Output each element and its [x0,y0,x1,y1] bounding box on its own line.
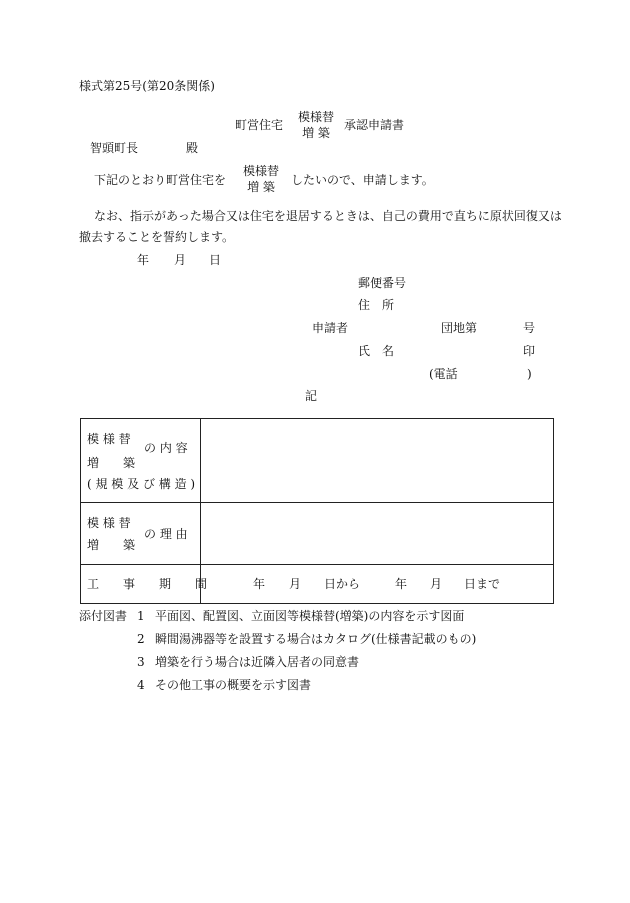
form-number: 様式第25号(第20条関係) [79,79,215,93]
pledge-line1: なお、指示があった場合又は住宅を退居するときは、自己の費用で直ちに原状回復又は [94,209,562,223]
period-to-year: 年 [395,577,408,591]
row-reason-suffix: の 理 由 [144,527,188,541]
title-suffix: 承認申請書 [344,118,405,132]
applicant-label: 申請者 [312,321,349,335]
title-option-remodel: 模様替 [297,110,334,124]
row-content-note: ( 規 模 及 び 構 造 ) [87,477,196,491]
number-suffix: 号 [523,321,536,335]
title-prefix: 町営住宅 [235,118,284,132]
address-label: 住 所 [358,298,395,312]
phone-close: ) [527,367,532,381]
attachment-num: 2 [137,632,145,646]
ki-marker: 記 [305,389,318,403]
intro-options [237,163,285,195]
period-to-month: 月 [430,577,443,591]
attachment-num: 4 [137,678,145,692]
row-content-opt-extension: 増 築 [87,456,136,470]
row-period-value-cell[interactable] [201,565,554,604]
period-from-year: 年 [253,577,266,591]
date-year: 年 [137,253,150,267]
complex-label: 団地第 [441,321,478,335]
row-period-label-cell [81,565,208,604]
phone-open: (電話 [429,367,458,381]
row-content-label-cell [81,419,201,503]
row-reason-label-cell [81,503,201,565]
row-content-suffix: の 内 容 [144,441,188,455]
intro-option-remodel: 模様替 [242,164,279,178]
pledge-line2: 撤去することを誓約します。 [79,230,235,244]
row-reason-opt-extension: 増 築 [87,538,136,552]
intro-after: したいので、申請します。 [291,173,434,187]
attachment-text: 瞬間湯沸器等を設置する場合はカタログ(仕様書記載のもの) [155,632,477,646]
title-options [292,109,340,141]
attachment-num: 1 [137,609,145,623]
period-from-month: 月 [289,577,302,591]
name-label: 氏 名 [358,344,395,358]
row-content-opt-remodel: 模 様 替 [87,432,131,446]
row-reason-opt-remodel: 模 様 替 [87,516,131,530]
row-reason-value-cell[interactable] [201,503,554,565]
table-row-reason [81,503,554,565]
attachment-text: その他工事の概要を示す図書 [155,678,312,692]
attachment-text: 増築を行う場合は近隣入居者の同意書 [155,655,360,669]
intro-before: 下記のとおり町営住宅を [94,173,227,187]
addressee-honorific: 殿 [186,141,199,155]
attachments-label: 添付図書 [79,609,128,623]
addressee-name: 智頭町長 [90,141,139,155]
attachment-text: 平面図、配置図、立面図等模様替(増築)の内容を示す図面 [155,609,465,623]
title-option-extension: 増 築 [302,126,330,140]
table-row-content [81,419,554,503]
date-month: 月 [174,253,187,267]
row-content-value-cell[interactable] [201,419,554,503]
intro-option-extension: 増 築 [247,180,275,194]
attachment-num: 3 [137,655,145,669]
application-table [80,418,554,604]
table-row-period [81,565,554,604]
seal-label: 印 [523,344,536,358]
period-to-day: 日まで [464,577,501,591]
date-day: 日 [209,253,222,267]
postal-code-label: 郵便番号 [358,276,407,290]
period-from-day: 日から [324,577,361,591]
row-period-label: 工 事 期 間 [87,577,208,591]
